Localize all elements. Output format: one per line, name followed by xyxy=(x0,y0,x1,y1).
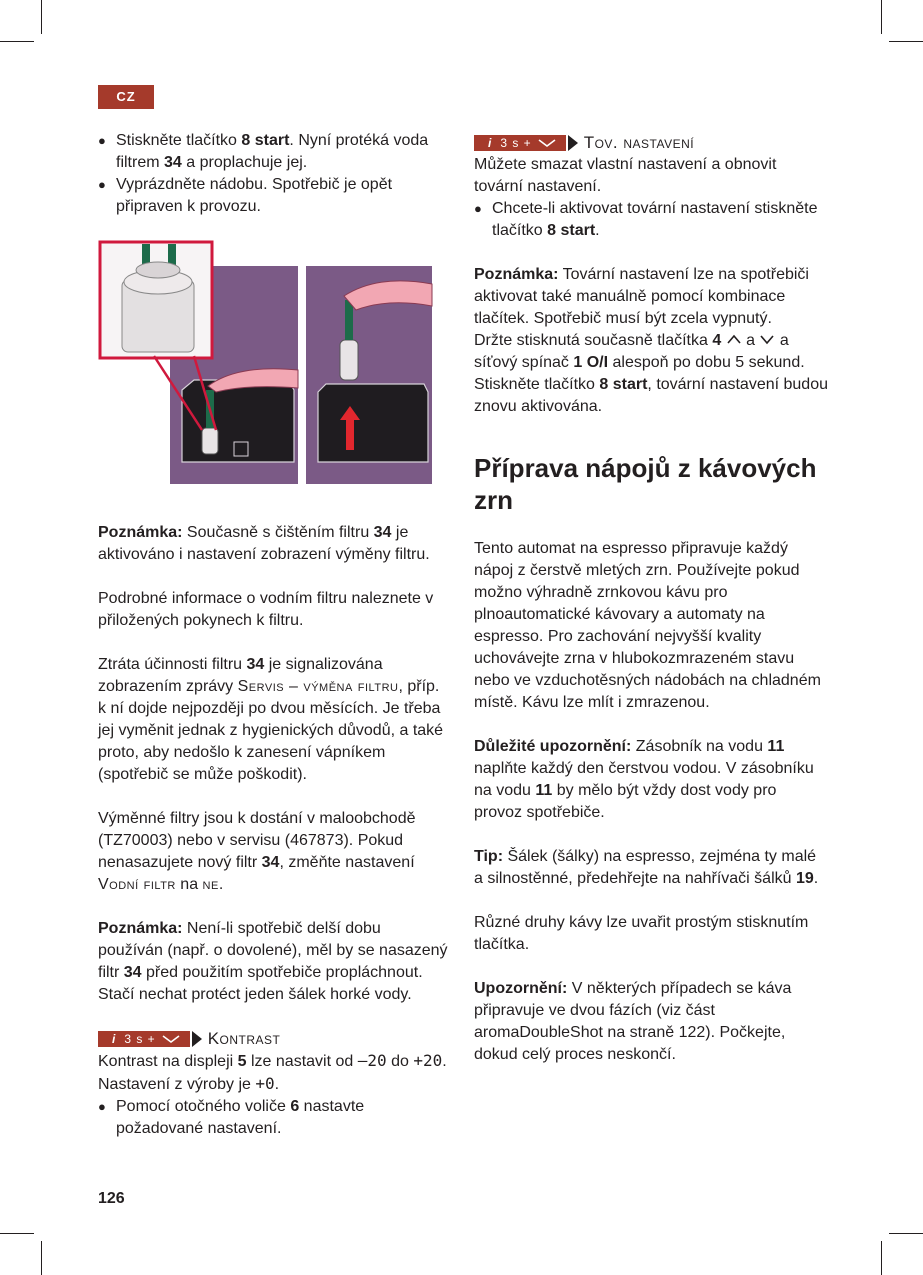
filter-rinse-diagram xyxy=(98,240,434,492)
chevron-down-icon xyxy=(759,333,775,345)
crop-mark xyxy=(881,0,882,34)
info-icon: i xyxy=(112,1032,117,1046)
button-combo-paragraph: Držte stisknutá současně tlačítka 4 a a síťový spínač 1 O/I alespoň po dobu 5 sekund. Stiskněte tlačítko 8 start, tovární nastavení budou znovu aktivována. xyxy=(474,332,828,415)
section-heading: Příprava nápojů z kávových zrn xyxy=(474,453,817,515)
info-icon: i xyxy=(488,136,493,150)
replacement-filter-paragraph: Výměnné filtry jsou k dostání v maloobchodě (TZ70003) nebo v servisu (467873). Pokud nenasazujete nový filtr 34, změňte nastavení Vodní filtr na ne. xyxy=(98,810,416,893)
rinse-steps xyxy=(98,130,450,218)
chevron-up-icon xyxy=(726,333,742,345)
note-rinse-filter: Poznámka: Není-li spotřebič delší dobu používán (např. o dovolené), měl by se nasazený filtr 34 před použitím spotřebiče propláchnout. Stačí nechat protéct jeden šálek horké vody. xyxy=(98,920,448,1003)
warning-paragraph: Upozornění: V některých případech se káva připravuje ve dvou fázích (viz část aromaDoubleShot na straně 122). Počkejte, dokud celý proces neskončí. xyxy=(474,980,792,1063)
arrow-right-icon xyxy=(192,1031,202,1047)
menu-key-bar: i 3 s + xyxy=(98,1031,190,1047)
menu-key-bar: i 3 s + xyxy=(474,135,566,151)
factory-paragraph: Můžete smazat vlastní nastavení a obnovit tovární nastavení. xyxy=(474,156,777,195)
page-number: 126 xyxy=(98,1190,125,1207)
filter-loss-paragraph: Ztráta účinnosti filtru 34 je signalizována zobrazením zprávy Servis – výměna filtru, příp. k ní dojde nejpozději po dvou měsících. Je třeba jej vyměnit jednak z hygienických důvodů, a také proto, aby nedošlo k zanesení vápníkem (spotřebič se může poškodit). xyxy=(98,656,444,783)
list-item: ● Vyprázdněte nádobu. Spotřebič je opět připraven k provozu. xyxy=(98,174,450,218)
contrast-steps xyxy=(98,1096,450,1140)
crop-mark xyxy=(41,1241,42,1275)
important-notice: Důležité upozornění: Zásobník na vodu 11 naplňte každý den čerstvou vodou. V zásobníku na vodu 11 by mělo být vždy dost vody pro provoz spotřebiče. xyxy=(474,738,814,821)
crop-mark xyxy=(889,1233,923,1234)
chevron-down-icon xyxy=(160,1034,182,1044)
crop-mark xyxy=(881,1241,882,1275)
chevron-down-icon xyxy=(536,138,558,148)
crop-mark xyxy=(0,41,34,42)
crop-mark xyxy=(889,41,923,42)
factory-steps xyxy=(474,198,828,242)
right-column xyxy=(474,130,828,1088)
left-column xyxy=(98,130,450,1162)
list-item: ● Chcete-li aktivovat tovární nastavení stiskněte tlačítko 8 start. xyxy=(474,198,828,242)
contrast-paragraph: Kontrast na displeji 5 lze nastavit od –20 do +20. Nastavení z výroby je +0. xyxy=(98,1051,447,1093)
filter-info-paragraph: Podrobné informace o vodním filtru naleznete v přiložených pokynech k filtru. xyxy=(98,590,434,629)
arrow-right-icon xyxy=(568,135,578,151)
crop-mark xyxy=(0,1233,34,1234)
factory-menu-heading: i 3 s + Tov. nastavení xyxy=(474,132,828,154)
note-filter-display: Poznámka: Současně s čištěním filtru 34 je aktivováno i nastavení zobrazení výměny filtru. xyxy=(98,524,430,563)
intro-paragraph: Tento automat na espresso připravuje každý nápoj z čerstvě mletých zrn. Používejte pokud možno výhradně zrnkovou kávu pro plnoautomatické kávovary a automaty na espresso. Pro zachování nejvyšší kvality uchovávejte zrna v hlubokozmrazeném stavu nebo ve vzduchotěsných nádobách na chladném místě. Kávu lze mlít i zmrazenou. xyxy=(474,540,821,711)
contrast-menu-heading: i 3 s + Kontrast xyxy=(98,1028,450,1050)
filter-illustration xyxy=(98,240,434,492)
language-badge: CZ xyxy=(98,85,154,109)
tip-paragraph: Tip: Šálek (šálky) na espresso, zejména ty malé a silnostěnné, předehřejte na nahřívači šálků 19. xyxy=(474,848,819,887)
note-factory-manual: Poznámka: Tovární nastavení lze na spotřebiči aktivovat také manuálně pomocí kombinace tlačítek. Spotřebič musí být zcela vypnutý. xyxy=(474,266,809,327)
list-item: ● Stiskněte tlačítko 8 start. Nyní protéká voda filtrem 34 a proplachuje jej. xyxy=(98,130,450,174)
list-item: ● Pomocí otočného voliče 6 nastavte požadované nastavení. xyxy=(98,1096,450,1140)
crop-mark xyxy=(41,0,42,34)
coffee-types-paragraph: Různé druhy kávy lze uvařit prostým stisknutím tlačítka. xyxy=(474,914,809,953)
